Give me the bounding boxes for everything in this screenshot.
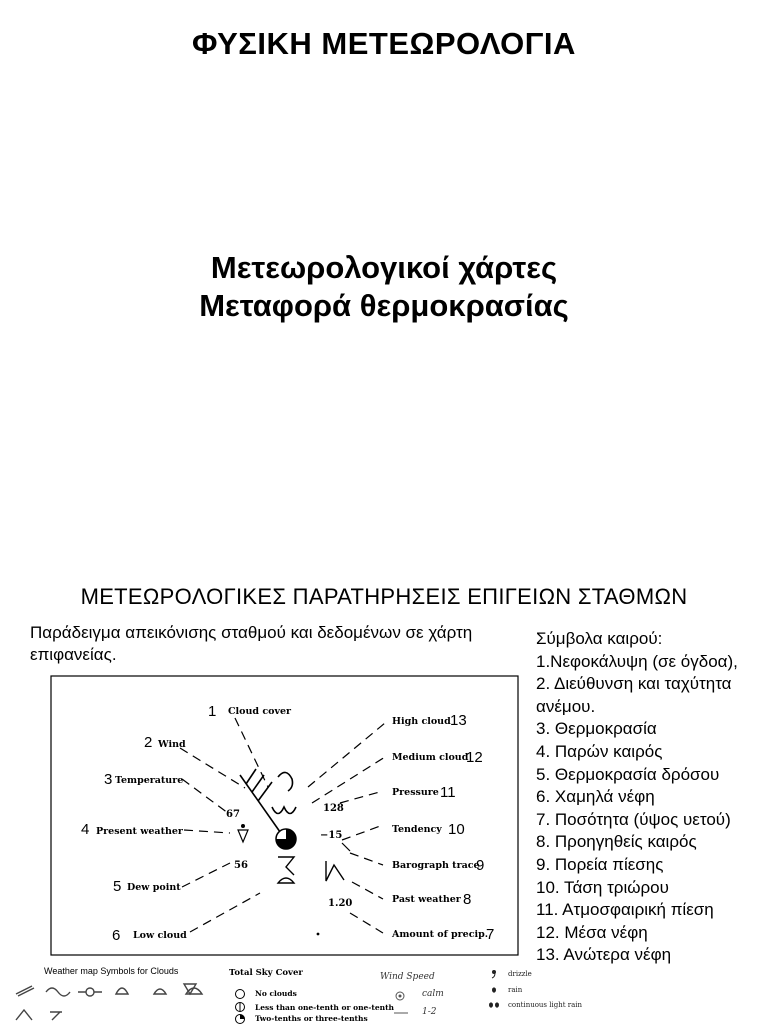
label-num-8: 8 [463, 891, 472, 908]
intro-text: Παράδειγμα απεικόνισης σταθμού και δεδομένων σε χάρτη επιφανείας. [30, 623, 473, 664]
label-num-4: 4 [81, 821, 90, 838]
label-tendency: Tendency [392, 824, 442, 835]
symbol-item: 9. Πορεία πίεσης [536, 854, 664, 874]
symbol-item: 10. Τάση τριώρου [536, 877, 669, 897]
label-present-weather: Present weather [96, 826, 183, 837]
wind-speed-title: Wind Speed [380, 972, 435, 982]
label-past-weather: Past weather [392, 894, 461, 905]
symbol-item: 1.Νεφοκάλυψη (σε όγδοα), [536, 651, 738, 671]
symbol-item: 2. Διεύθυνση και ταχύτητα ανέμου. [536, 674, 732, 716]
weather-row: drizzle [508, 970, 532, 978]
label-amount-of-precip: Amount of precip. [392, 929, 489, 940]
label-temperature: Temperature [115, 775, 184, 786]
label-num-7: 7 [486, 926, 495, 943]
station-circle-icon [276, 829, 296, 849]
label-num-6: 6 [112, 927, 121, 944]
symbol-item: 13. Ανώτερα νέφη [536, 945, 672, 965]
label-wind: Wind [158, 739, 186, 750]
precip-value: 1.20 [328, 898, 353, 909]
cloud-symbols-icon [6, 980, 216, 1024]
label-num-10: 10 [448, 821, 465, 838]
sky-cover-title: Total Sky Cover [229, 968, 303, 978]
label-num-1: 1 [208, 703, 217, 720]
label-high-cloud: High cloud [392, 716, 451, 727]
cloud-symbols-title: Weather map Symbols for Clouds [44, 966, 179, 976]
wind-calm-icon [394, 990, 410, 1020]
symbol-item: 4. Παρών καιρός [536, 741, 663, 761]
page-title: ΦΥΣΙΚΗ ΜΕΤΕΩΡΟΛΟΓΙΑ [192, 26, 576, 61]
tendency-value: −15 [320, 830, 343, 841]
label-num-13: 13 [450, 712, 467, 729]
dew-point-value: 56 [234, 860, 248, 871]
label-cloud-cover: Cloud cover [228, 706, 292, 717]
symbol-item: 6. Χαμηλά νέφη [536, 787, 655, 807]
wind-row: 1-2 [422, 1007, 437, 1017]
label-num-9: 9 [476, 857, 485, 874]
weather-row: continuous light rain [508, 1001, 583, 1009]
sky-cover-icons [234, 988, 246, 1024]
wind-row: calm [422, 989, 444, 999]
sky-row: No clouds [255, 989, 297, 998]
label-low-cloud: Low cloud [133, 930, 187, 941]
subtitle-line-2: Μεταφορά θερμοκρασίας [199, 288, 569, 323]
symbols-heading: Σύμβολα καιρού: [536, 629, 663, 648]
label-pressure: Pressure [392, 787, 439, 798]
symbol-item: 11. Ατμοσφαιρική πίεση [536, 900, 714, 920]
sky-row: Two-tenths or three-tenths [255, 1014, 368, 1023]
label-medium-cloud: Medium cloud [392, 752, 469, 763]
label-num-5: 5 [113, 878, 122, 895]
label-dew-point: Dew point [127, 882, 181, 893]
symbol-item: 7. Ποσότητα (ύψος υετού) [536, 809, 731, 829]
symbol-item: 5. Θερμοκρασία δρόσου [536, 764, 720, 784]
label-num-11: 11 [440, 784, 456, 801]
pressure-value: 128 [323, 803, 344, 814]
temperature-value: 67 [226, 809, 240, 820]
symbol-item: 3. Θερμοκρασία [536, 719, 657, 739]
weather-symbols-icon [488, 968, 506, 1018]
symbol-item: 8. Προηγηθείς καιρός [536, 832, 697, 852]
label-num-2: 2 [144, 734, 153, 751]
label-barograph-trace: Barograph trace [392, 860, 480, 871]
label-num-12: 12 [466, 749, 483, 766]
weather-row: rain [508, 986, 523, 994]
label-num-3: 3 [104, 771, 113, 788]
section-heading: ΜΕΤΕΩΡΟΛΟΓΙΚΕΣ ΠΑΡΑΤΗΡΗΣΕΙΣ ΕΠΙΓΕΙΩΝ ΣΤΑΘΜΩΝ [80, 584, 688, 609]
symbol-item: 12. Μέσα νέφη [536, 922, 648, 942]
weather-symbols-list [536, 628, 766, 967]
station-model-diagram [50, 675, 520, 957]
sky-row: Less than one-tenth or one-tenth [255, 1003, 395, 1012]
subtitle-line-1: Μετεωρολογικοί χάρτες [210, 250, 558, 285]
